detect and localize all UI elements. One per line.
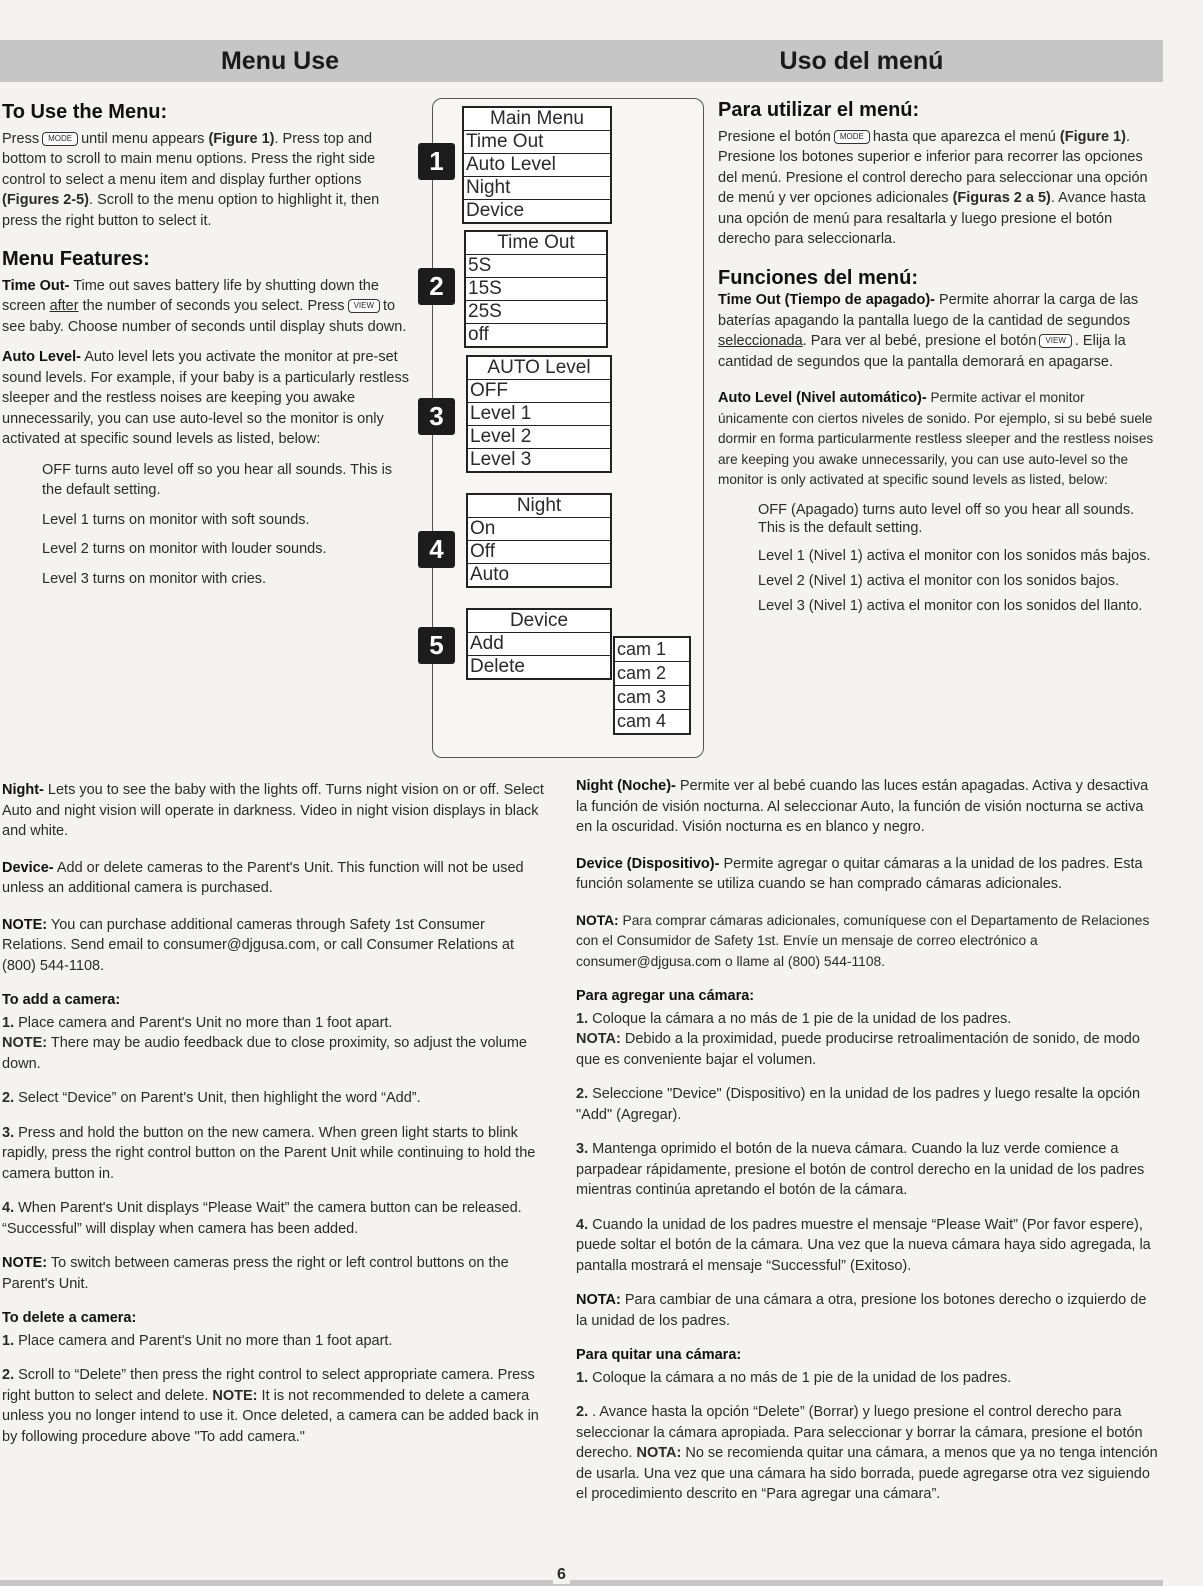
camera-option: cam 2 [615,662,689,686]
camera-option: cam 1 [615,638,689,662]
mode-button-icon: MODE [834,130,870,144]
figure-2-label: 2 [418,268,455,305]
add-step-3: 3. Press and hold the button on the new camera. When green light starts to blink rapidly, press the right control button on the Parent Unit while continuing to hold the camera button in. [2,1124,536,1182]
menu-item-night: Night [464,176,610,199]
figure-5-label: 5 [418,627,455,664]
es-device-paragraph: Device (Dispositivo)- Permite agregar o quitar cámaras a la unidad de los padres. Esta función solamente se utiliza cuando se han comprado cámaras adicionales. [576,855,1143,892]
auto-level-option: Level 1 [468,402,610,425]
view-button-icon: VIEW [348,299,380,313]
menu-item-time-out: Time Out [464,130,610,153]
english-upper-column [2,102,414,598]
view-button-icon: VIEW [1039,334,1071,348]
time-out-title: Time Out [497,232,575,253]
es-night-paragraph: Night (Noche)- Permite ver al bebé cuando las luces están apagadas. Activa y desactiva la función de visión nocturna. Al seleccionar Auto, la función de visión nocturna se activa en la oscuridad. Visión nocturna es en blanco y negro. [576,778,1149,835]
delete-step-2: 2. Scroll to “Delete” then press the right control to select appropriate camera. Press right button to select and delete. NOTE: It is not recommended to delete a camera unless you no longer intend to use it. Once deleted, a camera can be added back in by following procedure above "To add camera." [2,1367,539,1445]
camera-option: cam 4 [617,711,667,731]
delete-camera-heading: To delete a camera: [2,1310,137,1326]
es-level-1-item: Level 1 (Nivel 1) activa el monitor con los sonidos más bajos. [758,547,1151,564]
figure-4-label: 4 [418,531,455,568]
es-delete-step-2: 2. . Avance hasta la opción “Delete” (Borrar) y luego presione el control derecho para seleccionar la cámara apropiada. Para seleccionar y borrar la cámara, presione el botón derecho. NOTA: No se recomienda quitar una cámara, a menos que ya no tenga intención de usarla. Una vez que una cámara ha sido borrada, puede agregarse otra vez siguiendo el procedimiento descrito en “Para agregar una cámara”. [576,1404,1158,1502]
auto-level-menu-figure [466,355,612,473]
use-menu-paragraph: Press MODE until menu appears (Figure 1). Press top and bottom to scroll to main menu options. Press the right side control to select a menu item and display further options (Figures 2-5). Scroll to the menu option to highlight it, then press the right button to select it. [2,130,380,229]
night-option: Off [468,540,610,563]
purchase-note: NOTE: You can purchase additional cameras through Safety 1st Consumer Relations. Send email to consumer@djgusa.com, or call Consumer Relations at (800) 544-1108. [2,916,514,974]
timeout-paragraph: Time Out- Time out saves battery life by shutting down the screen after the number of seconds you select. Press VIEW to see baby. Choose number of seconds until display shuts down. [2,277,407,335]
header-title-es: Uso del menú [779,46,944,75]
spanish-upper-column [718,100,1158,621]
camera-option: cam 3 [615,686,689,710]
es-use-menu-paragraph: Presione el botón MODE hasta que aparezca el menú (Figure 1). Presione los botones superior e inferior para recorrer las opciones del menú. Presione el control derecho para seleccionar una opción de menú y ver opciones adicionales (Figuras 2 a 5). Avance hasta una opción de menú para resaltarla y luego presione el botón derecho para seleccionarla. [718,128,1148,247]
level-3-item: Level 3 turns on monitor with cries. [42,570,267,587]
level-off-item: OFF turns auto level off so you hear all sounds. This is the default setting. [42,461,393,498]
es-add-step-4: 4. Cuando la unidad de los padres muestre el mensaje “Please Wait” (Por favor espere), puede soltar el botón de la cámara. Una vez que la nueva cámara haya sido agregada, la pantalla mostrará el mensaje “Successful” (Exitoso). [576,1216,1151,1274]
auto-level-option: OFF [468,379,610,402]
level-1-item: Level 1 turns on monitor with soft sounds. [42,511,310,528]
es-purchase-note: NOTA: Para comprar cámaras adicionales, comuníquese con el Departamento de Relaciones con el Consumidor de Safety 1st. Envíe un mensaje de correo electrónico a consumer@djgusa.com o llame al (800) 544-1108. [576,912,1150,969]
switch-camera-note: NOTE: To switch between cameras press the right or left control buttons on the Parent's Unit. [2,1255,509,1292]
english-lower-column [2,780,547,1457]
device-option-delete: Delete [468,655,610,678]
device-option-add: Add [468,632,610,655]
es-delete-camera-heading: Para quitar una cámara: [576,1347,742,1363]
time-out-option: off [466,323,606,346]
delete-step-1: 1. Place camera and Parent's Unit no more than 1 foot apart. [2,1332,393,1349]
device-paragraph: Device- Add or delete cameras to the Parent's Unit. This function will not be used unless an additional camera is purchased. [2,859,524,896]
use-menu-heading: To Use the Menu: [2,101,168,123]
es-level-off-item: OFF (Apagado) turns auto level off so you hear all sounds. This is the default setting. [758,501,1135,536]
main-menu-figure [462,106,612,224]
figure-3-label: 3 [418,398,455,435]
mode-button-icon: MODE [42,132,78,146]
device-menu-figure [466,608,612,680]
night-option: Auto [468,563,610,586]
night-menu-figure [466,493,612,588]
menu-item-device: Device [464,199,610,222]
camera-list-figure [613,636,691,735]
section-header-left [0,40,560,82]
es-add-step-1: 1. Coloque la cámara a no más de 1 pie de la unidad de los padres. NOTA: Debido a la proximidad, puede producirse retroalimentación de sonido, de modo que es conveniente bajar el volumen. [576,1010,1140,1068]
main-menu-title: Main Menu [490,108,584,129]
auto-level-option: Level 2 [468,425,610,448]
add-step-4: 4. When Parent's Unit displays “Please Wait” the camera button can be released. “Successful” will display when camera has been added. [2,1200,522,1237]
features-heading: Menu Features: [2,248,150,270]
footer-rule [0,1580,1163,1586]
device-title: Device [509,610,569,631]
es-auto-level-paragraph: Auto Level (Nivel automático)- Permite activar el monitor únicamente con ciertos niveles de sonido. Por ejemplo, si su bebé suele dormir en forma particularmente restless sleeper and the restless noises are keeping you awake unnecessarily, you can use auto-level so the monitor is only activated at specific sound levels as listed, below: [718,390,1154,487]
level-2-item: Level 2 turns on monitor with louder sounds. [42,541,327,557]
es-add-step-3: 3. Mantenga oprimido el botón de la nueva cámara. Cuando la luz verde comience a parpadear rápidamente, presione el botón de control derecho en la unidad de los padres mientras continúa apretando el botón de la cámara. [576,1141,1145,1198]
add-camera-heading: To add a camera: [2,992,121,1008]
auto-level-option: Level 3 [468,448,610,471]
night-title: Night [516,495,562,516]
es-level-3-item: Level 3 (Nivel 1) activa el monitor con los sonidos del llanto. [758,597,1143,614]
figure-1-label: 1 [418,143,455,180]
menu-item-auto-level: Auto Level [464,153,610,176]
page-number: 6 [553,1566,570,1584]
es-timeout-paragraph: Time Out (Tiempo de apagado)- Permite ahorrar la carga de las baterías apagando la pantalla luego de la cantidad de segundos seleccionada. Para ver al bebé, presione el botón VIEW . Elija la cantidad de segundos que la pantalla demorará en apagarse. [718,292,1139,370]
time-out-menu-figure [464,230,608,348]
auto-level-title: AUTO Level [487,357,591,378]
auto-level-paragraph: Auto Level- Auto level lets you activate the monitor at pre-set sound levels. For example, if your baby is a particularly restless sleeper and the restless noises are keeping you awake unnecessarily, you can use auto-level so the monitor is only activated at specific sound levels as listed, below: [2,349,409,447]
es-features-heading: Funciones del menú: [718,266,919,289]
add-step-2: 2. Select “Device” on Parent's Unit, then highlight the word “Add”. [2,1090,421,1106]
es-add-step-2: 2. Seleccione "Device" (Dispositivo) en la unidad de los padres y luego resalte la opción "Add" (Agregar). [576,1086,1141,1123]
spanish-lower-column [576,776,1161,1515]
es-use-menu-heading: Para utilizar el menú: [718,99,920,121]
header-title-en: Menu Use [220,46,340,75]
es-switch-camera-note: NOTA: Para cambiar de una cámara a otra, presione los botones derecho o izquierdo de la unidad de los padres. [576,1292,1147,1329]
night-option: On [468,517,610,540]
night-paragraph: Night- Lets you to see the baby with the lights off. Turns night vision on or off. Select Auto and night vision will operate in darkness. Video in night vision displays in black and white. [2,782,544,839]
es-add-camera-heading: Para agregar una cámara: [576,988,755,1004]
time-out-option: 15S [466,277,606,300]
add-step-1: 1. Place camera and Parent's Unit no more than 1 foot apart. NOTE: There may be audio feedback due to close proximity, so adjust the volume down. [2,1014,527,1072]
time-out-option: 25S [466,300,606,323]
es-delete-step-1: 1. Coloque la cámara a no más de 1 pie de la unidad de los padres. [576,1369,1012,1386]
section-header-right [560,40,1163,82]
es-level-2-item: Level 2 (Nivel 1) activa el monitor con los sonidos bajos. [758,572,1120,589]
time-out-option: 5S [466,254,606,277]
